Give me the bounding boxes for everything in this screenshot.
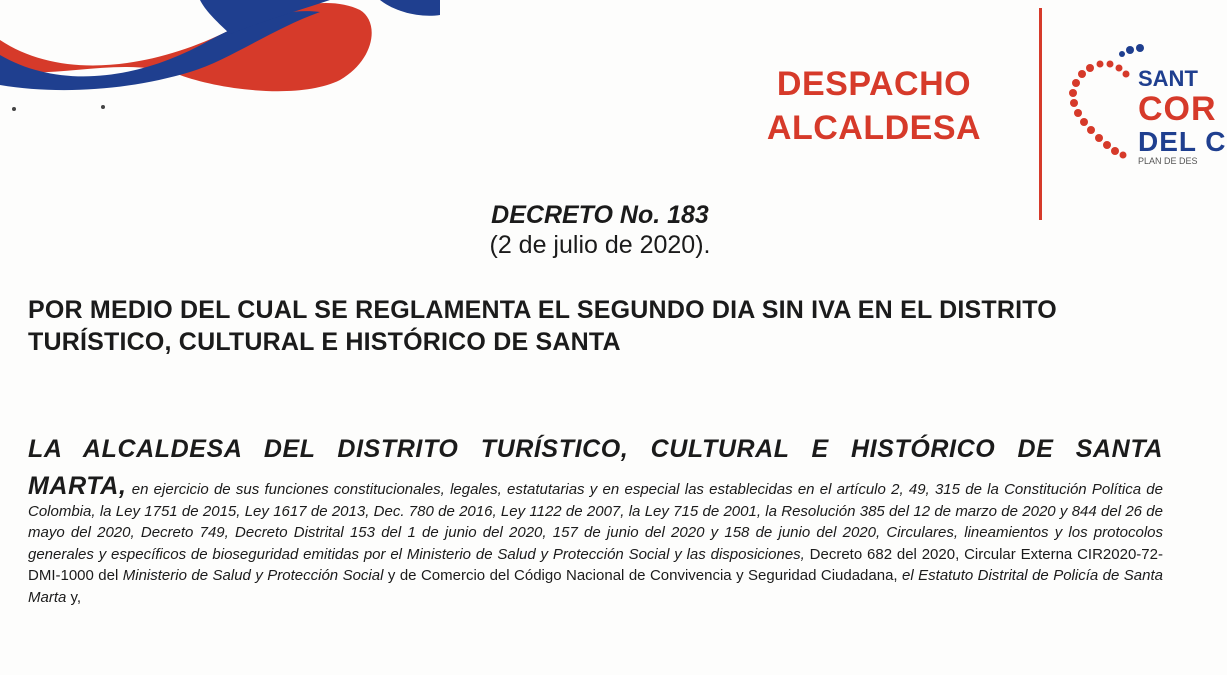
brand-text-line3: DEL C [1138, 126, 1227, 157]
office-heading-line2: ALCALDESA [766, 109, 982, 147]
office-heading-line1: DESPACHO [776, 65, 972, 103]
preamble-paragraph [28, 472, 1163, 608]
preamble-text-3: Ministerio de Salud y Protección Social [122, 567, 384, 584]
brand-logo [1060, 38, 1227, 168]
authority-heading-continued: MARTA, [28, 472, 127, 500]
heart-dots-icon [1060, 38, 1150, 168]
decree-title: POR MEDIO DEL CUAL SE REGLAMENTA EL SEGUNDO DIA SIN IVA EN EL DISTRITO TURÍSTICO, CULTURAL E HISTÓRICO DE SANTA [28, 296, 1057, 356]
preamble-text-1: en ejercicio de sus funciones constitucionales, legales, estatutarias y en especial las establecidas en el artículo 2, 49, 315 de la Constitución Política de Colombia, la Ley 1751 de 2015, Ley 1617 de 2013, Dec. 780 de 2016, Ley 1122 de 2007, la Ley 715 de 2001, la Resolución 385 del 12 de marzo de 2020 y 844 del 26 de mayo del 2020, Decreto 749, Decreto Distrital 153 del 1 de junio del 2020, 157 de junio del 2020 y 158 de junio del 2020, Circulares, lineamientos y los protocolos generales y específicos de bioseguridad emitidas por el Ministerio de Salud y Protección Social y las disposiciones, [28, 481, 1163, 563]
decree-date: (2 de julio de 2020). [489, 231, 711, 259]
scan-dots-decoration [0, 95, 120, 115]
authority-heading: LA ALCALDESA DEL DISTRITO TURÍSTICO, CULTURAL E HISTÓRICO DE SANTA [28, 435, 1163, 463]
preamble-text-5: el Estatuto Distrital de Policía de Santa Marta [28, 567, 1163, 606]
office-heading [740, 62, 1008, 150]
preamble-text-2: Decreto 682 del 2020, Circular Externa CIR2020-72-DMI-1000 del [28, 545, 1163, 584]
decree-number: DECRETO No. 183 [491, 201, 709, 229]
preamble-text-4: y de Comercio del Código Nacional de Convivencia y Seguridad Ciudadana, [383, 567, 903, 584]
brand-text-line2: COR [1138, 90, 1217, 128]
preamble-text-6: y, [66, 588, 82, 606]
brand-text-tagline: PLAN DE DES [1138, 156, 1198, 166]
header-divider [1039, 8, 1042, 220]
brand-text-line1: SANT [1138, 66, 1198, 91]
decree-header [380, 200, 820, 260]
